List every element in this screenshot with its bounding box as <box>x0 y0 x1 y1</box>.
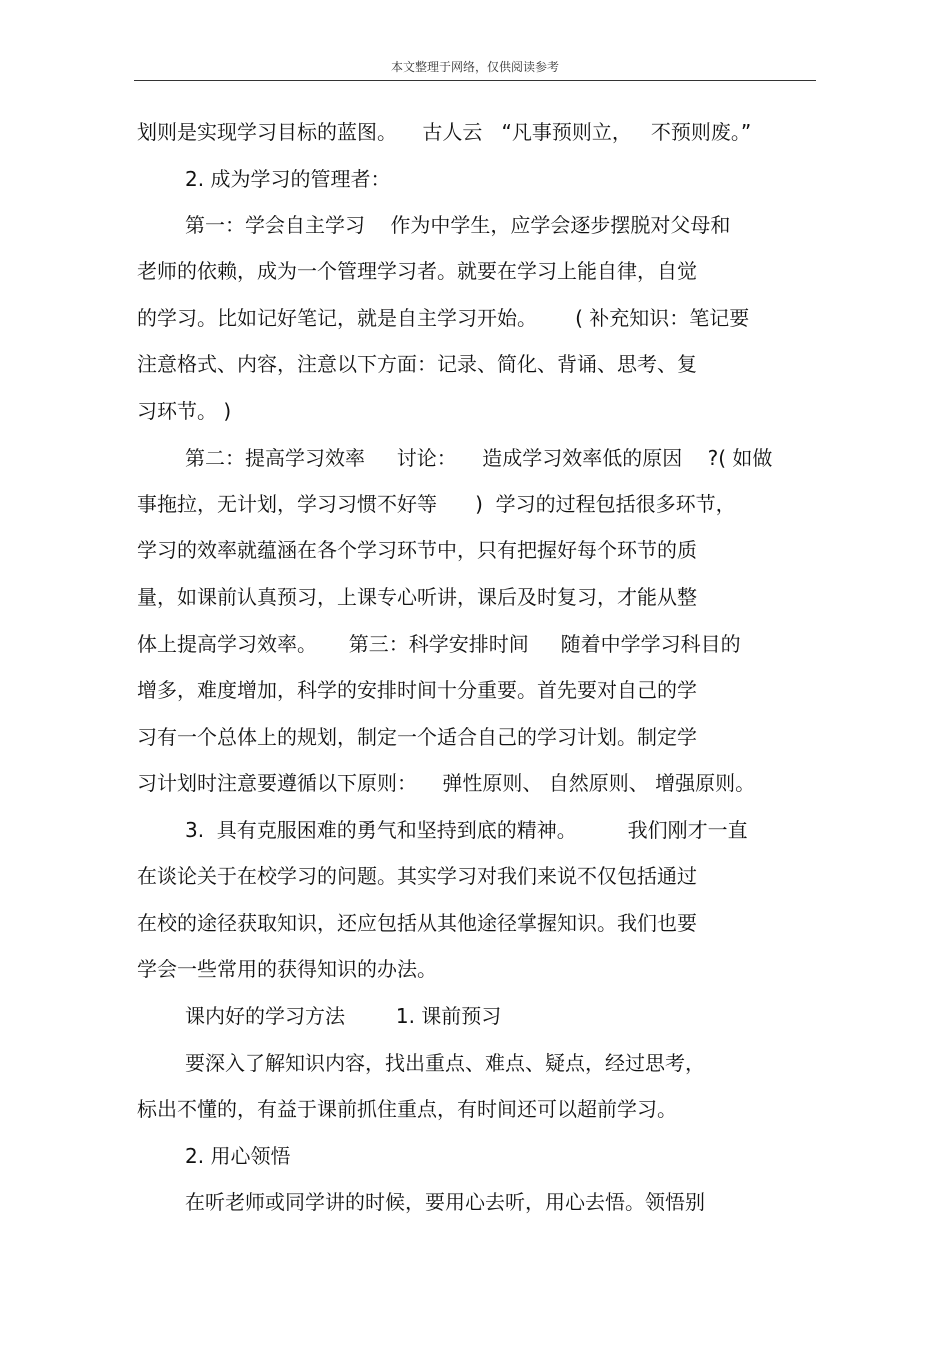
text-line: 要深入了解知识内容，找出重点、难点、疑点，经过思考， <box>185 1051 705 1075</box>
text-line: 增多，难度增加，科学的安排时间十分重要。首先要对自己的学 <box>137 678 697 702</box>
text-line: 习有一个总体上的规划，制定一个适合自己的学习计划。制定学 <box>137 725 697 749</box>
text-line: 3. 具有克服困难的勇气和坚持到底的精神。 我们刚才一直 <box>185 818 748 842</box>
text-line: 2. 成为学习的管理者： <box>185 167 391 191</box>
text-line: 老师的依赖，成为一个管理学习者。就要在学习上能自律，自觉 <box>137 259 697 283</box>
text-line: 量，如课前认真预习，上课专心听讲，课后及时复习，才能从整 <box>137 585 697 609</box>
text-line: 注意格式、内容，注意以下方面：记录、简化、背诵、思考、复 <box>137 352 697 376</box>
text-line: 在谈论关于在校学习的问题。其实学习对我们来说不仅包括通过 <box>137 864 697 888</box>
text-line: 划则是实现学习目标的蓝图。 古人云 “凡事预则立， 不预则废。” <box>137 120 752 144</box>
text-line: 习计划时注意要遵循以下原则： 弹性原则、 自然原则、 增强原则。 <box>137 771 756 795</box>
text-line: 第二：提高学习效率 讨论： 造成学习效率低的原因 ?( 如做 <box>185 446 773 470</box>
page-header: 本文整理于网络，仅供阅读参考 <box>390 60 559 74</box>
text-line: 2. 用心领悟 <box>185 1144 291 1168</box>
text-line: 在校的途径获取知识，还应包括从其他途径掌握知识。我们也要 <box>137 911 697 935</box>
text-line: 的学习。比如记好笔记，就是自主学习开始。 ( 补充知识：笔记要 <box>137 306 750 330</box>
text-line: 标出不懂的，有益于课前抓住重点，有时间还可以超前学习。 <box>137 1097 677 1121</box>
text-line: 课内好的学习方法 1. 课前预习 <box>185 1004 502 1028</box>
text-line: 第一：学会自主学习 作为中学生，应学会逐步摆脱对父母和 <box>185 213 731 237</box>
text-line: 学会一些常用的获得知识的办法。 <box>137 957 437 981</box>
text-line: 体上提高学习效率。 第三：科学安排时间 随着中学学习科目的 <box>137 632 741 656</box>
text-line: 习环节。 ) <box>137 399 232 423</box>
header-rule <box>134 80 816 81</box>
text-line: 在听老师或同学讲的时候，要用心去听，用心去悟。领悟别 <box>185 1190 705 1214</box>
text-line: 事拖拉，无计划，学习习惯不好等 ) 学习的过程包括很多环节， <box>137 492 736 516</box>
text-line: 学习的效率就蕴涵在各个学习环节中，只有把握好每个环节的质 <box>137 538 697 562</box>
